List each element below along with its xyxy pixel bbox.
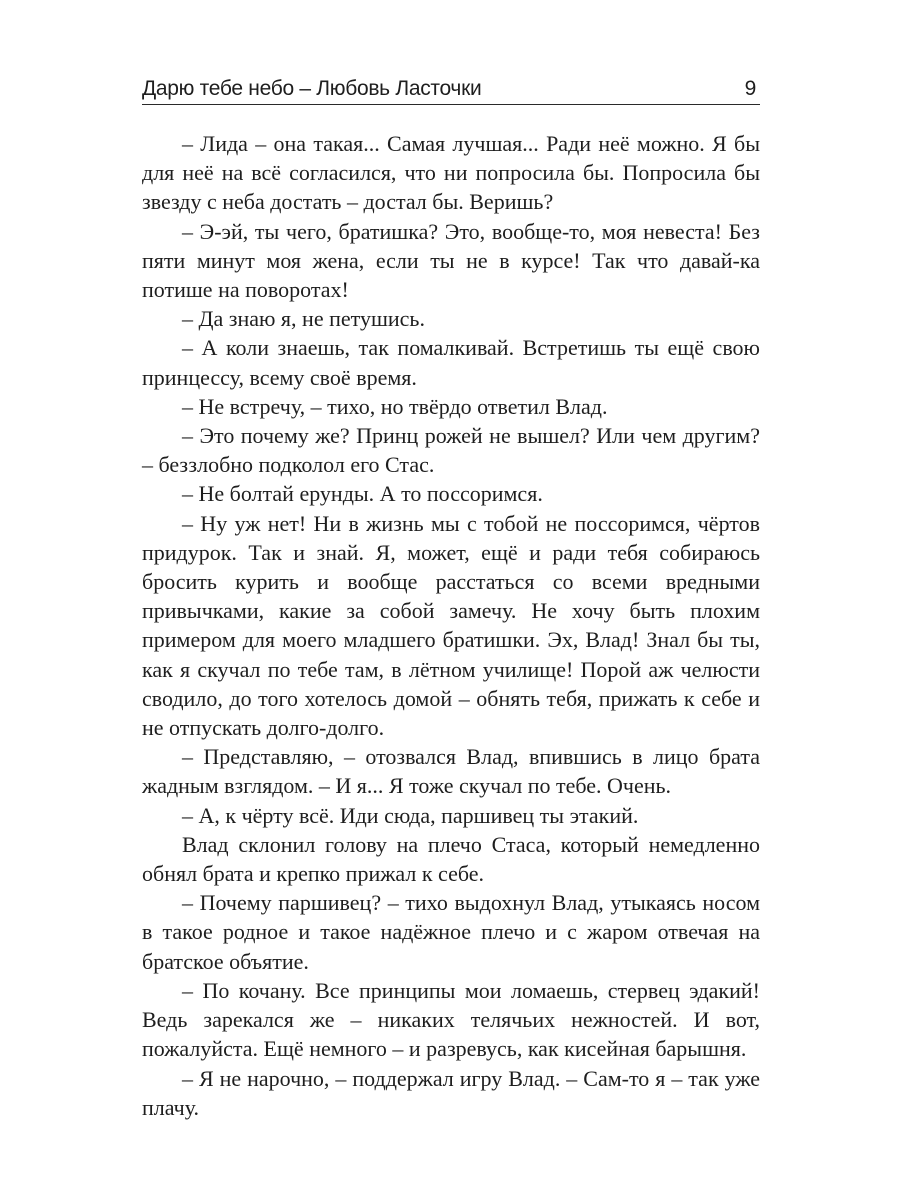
paragraph: – Лида – она такая... Самая лучшая... Ради неё можно. Я бы для неё на всё согласился, что ни попросила бы. Попросила бы звезду с неба достать – достал бы. Веришь? [142,131,760,215]
header-rule [142,104,760,105]
paragraph: – Почему паршивец? – тихо выдохнул Влад, утыкаясь носом в такое родное и такое надёжное плечо и с жаром отвечая на братское объятие. [142,890,760,974]
paragraph: – А, к чёрту всё. Иди сюда, паршивец ты этакий. [182,802,639,828]
paragraph: – По кочану. Все принципы мои ломаешь, стервец эдакий! Ведь зарекался же – никаких телячьих нежностей. И вот, пожалуйста. Ещё немного – и разревусь, как кисейная барышня. [142,977,760,1062]
paragraph: – Э-эй, ты чего, братишка? Это, вообще-то, моя невеста! Без пяти минут моя жена, если ты не в курсе! Так что давай-ка потише на поворотах! [142,218,760,303]
paragraph: – Не болтай ерунды. А то поссоримся. [182,481,543,507]
running-title: Дарю тебе небо – Любовь Ласточки [142,77,482,100]
body-text [142,129,760,1122]
page-number: 9 [744,77,756,100]
paragraph: – Ну уж нет! Ни в жизнь мы с тобой не поссоримся, чёртов придурок. Так и знай. Я, может, ещё и ради тебя собираюсь бросить курить и вообще расстаться со всеми вредными привычками, какие за собой замечу. Не хочу быть плохим примером для моего младшего братишки. Эх, Влад! Знал бы ты, как я скучал по тебе там, в лётном училище! Порой аж челюсти сводило, до того хотелось домой – обнять тебя, прижать к себе и не отпускать долго-долго. [142,510,760,741]
paragraph: – А коли знаешь, так помалкивай. Встретишь ты ещё свою принцессу, всему своё время. [142,335,760,390]
paragraph: – Не встречу, – тихо, но твёрдо ответил Влад. [182,393,608,419]
running-header [142,76,760,102]
paragraph: – Это почему же? Принц рожей не вышел? Или чем другим? – беззлобно подколол его Стас. [142,423,760,478]
paragraph: – Представляю, – отозвался Влад, впившись в лицо брата жадным взглядом. – И я... Я тоже скучал по тебе. Очень. [142,744,760,799]
paragraph: Влад склонил голову на плечо Стаса, который немедленно обнял брата и крепко прижал к себе. [142,831,760,887]
paragraph: – Я не нарочно, – поддержал игру Влад. – Сам-то я – так уже плачу. [142,1065,760,1120]
paragraph: – Да знаю я, не петушись. [182,306,425,332]
